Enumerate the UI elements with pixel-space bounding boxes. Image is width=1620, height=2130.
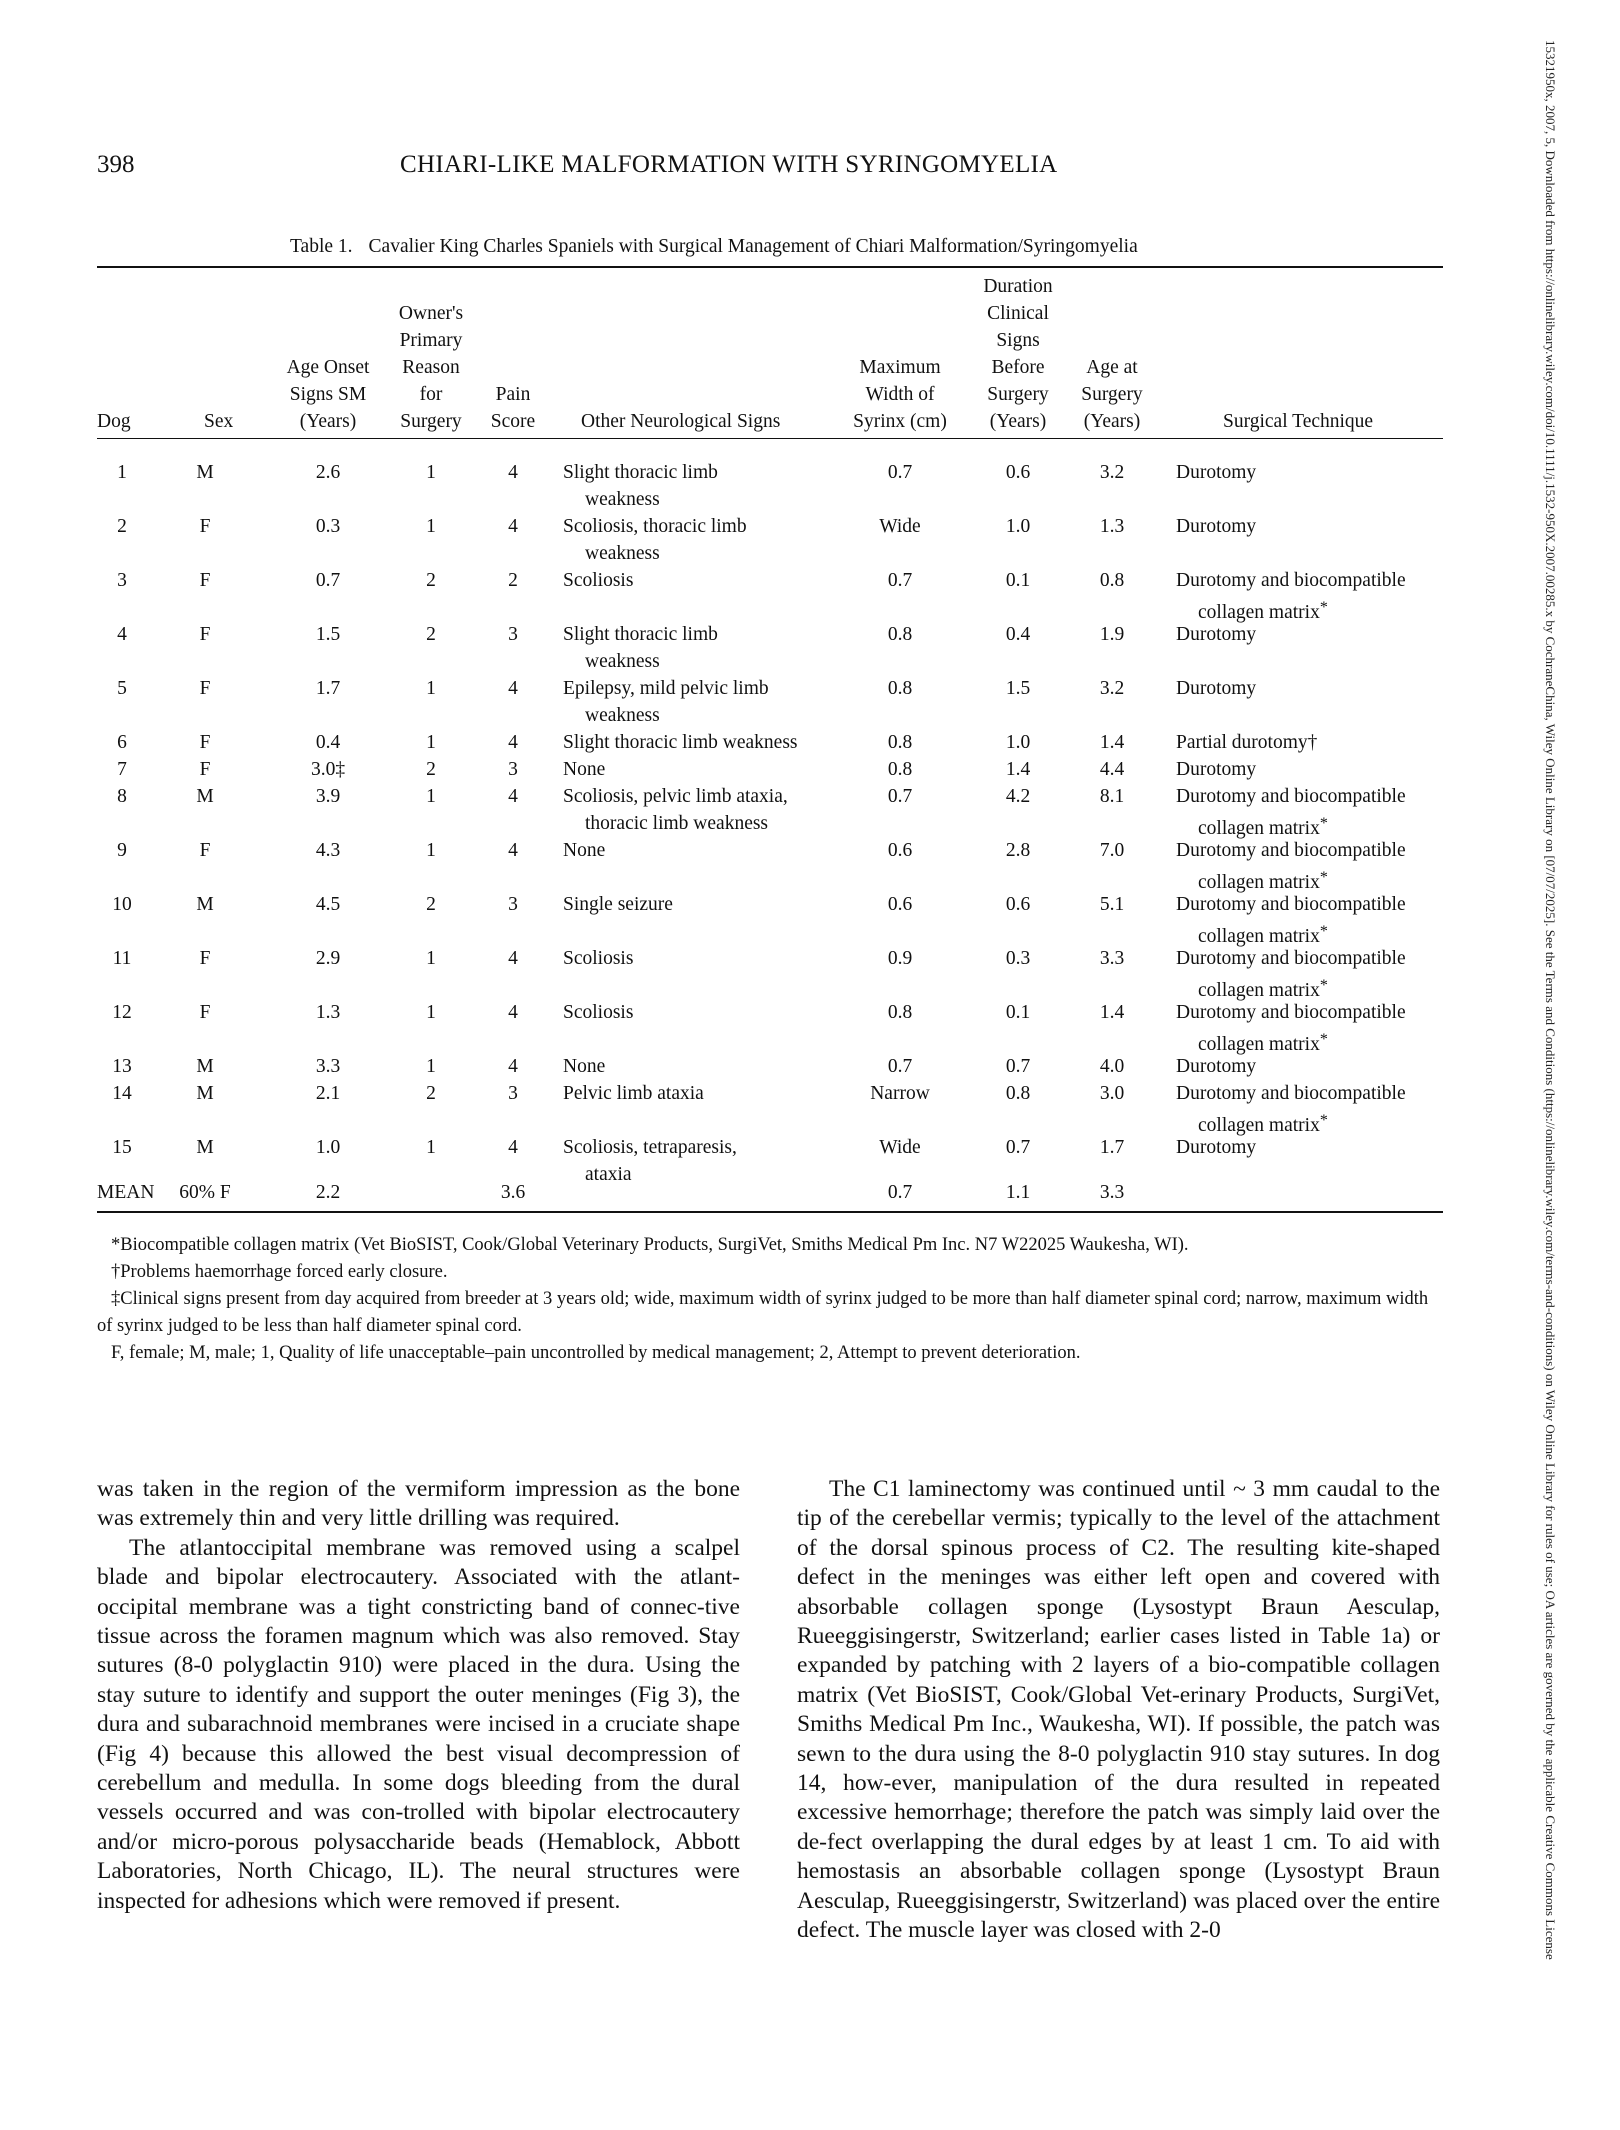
cell-reason: 1 xyxy=(426,462,436,483)
cell-technique-line1: Durotomy xyxy=(1176,1056,1257,1077)
cell-syrinx: Wide xyxy=(879,516,921,537)
cell-age-onset: 2.1 xyxy=(315,1083,341,1104)
paragraph: was taken in the region of the vermiform impression as the bone was extremely thin and very little drilling was required. xyxy=(97,1476,740,1532)
download-notice: 15321950x, 2007, 5, Downloaded from https://onlinelibrary.wiley.com/doi/10.1111/j.1532-950X.2007.00285.x by CochraneChina, Wiley Online Library on [07/07/2025]. See the Terms and Conditions (https://onlinelibrary.wiley.com/terms-and-conditions) on Wiley Online Library for rules of use; OA articles are governed by the applicable Creative Commons License xyxy=(1543,40,1558,1960)
cell-syrinx: 0.7 xyxy=(887,570,913,591)
header-duration-line: Signs xyxy=(996,330,1040,351)
cell-pain: 4 xyxy=(508,1002,518,1023)
cell-neuro xyxy=(563,459,718,513)
cell-dog: 11 xyxy=(112,948,132,969)
cell-reason: 1 xyxy=(426,732,436,753)
cell-age-onset: 0.4 xyxy=(315,732,341,753)
header-reason-line: Reason xyxy=(402,357,460,378)
table-header xyxy=(97,268,1443,438)
cell-sex: F xyxy=(199,1002,211,1023)
cell-syrinx: 0.9 xyxy=(887,948,913,969)
cell-neuro xyxy=(563,756,605,783)
cell-sex: F xyxy=(199,570,211,591)
footnote-marker: * xyxy=(1319,599,1328,616)
cell-technique-line1: Durotomy xyxy=(1176,1137,1257,1158)
cell-mean-syrinx: 0.7 xyxy=(887,1182,913,1203)
cell-neuro xyxy=(563,891,673,918)
header-syrinx-line: Syrinx (cm) xyxy=(853,411,947,432)
cell-dog: 6 xyxy=(117,732,127,753)
footnote-marker: * xyxy=(1319,815,1328,832)
cell-technique xyxy=(1176,1053,1256,1080)
cell-sex: M xyxy=(196,1137,214,1158)
cell-pain: 2 xyxy=(508,570,518,591)
cell-technique-text: collagen matrix xyxy=(1198,818,1320,839)
cell-reason: 1 xyxy=(426,840,436,861)
cell-technique-line1: Durotomy xyxy=(1176,759,1257,780)
cell-pain: 3 xyxy=(508,894,518,915)
header-syrinx-line: Width of xyxy=(865,384,935,405)
cell-reason: 1 xyxy=(426,516,436,537)
cell-neuro xyxy=(563,567,633,594)
cell-neuro xyxy=(563,675,769,729)
header-sex: Sex xyxy=(204,411,234,432)
cell-age-surgery: 5.1 xyxy=(1099,894,1125,915)
header-duration xyxy=(973,273,1063,435)
cell-age-surgery: 8.1 xyxy=(1099,786,1125,807)
cell-reason: 2 xyxy=(426,1083,436,1104)
cell-age-onset: 1.3 xyxy=(315,1002,341,1023)
cell-age-surgery: 1.9 xyxy=(1099,624,1125,645)
header-age-onset xyxy=(268,354,388,435)
cell-sex: F xyxy=(199,678,211,699)
cell-reason: 1 xyxy=(426,1002,436,1023)
paragraph: The atlantoccipital membrane was removed using a scalpel blade and bipolar electrocautery. Associated with the atlant-occipital membrane was a tight constricting band of connec-tive tissue across the foramen magnum which was also removed. Stay sutures (8-0 polyglactin 910) were placed in the dura. Using the stay suture to identify and support the outer meninges (Fig 3), the dura and subarachnoid membranes were incised in a cruciate shape (Fig 4) because this allowed the best visual decompression of cerebellum and medulla. In some dogs bleeding from the dural vessels occurred and was con-trolled with bipolar electrocautery and/or micro-porous polysaccharide beads (Hemablock, Abbott Laboratories, North Chicago, IL). The neural structures were inspected for adhesions which were removed if present. xyxy=(97,1534,740,1914)
cell-reason: 1 xyxy=(426,1056,436,1077)
cell-age-surgery: 4.4 xyxy=(1099,759,1125,780)
data-table xyxy=(97,266,1443,1213)
cell-neuro-line2: weakness xyxy=(585,543,660,564)
cell-neuro-line1: None xyxy=(563,759,606,780)
header-age-surgery-line: Age at xyxy=(1086,357,1138,378)
cell-sex: M xyxy=(196,1083,214,1104)
cell-sex: F xyxy=(199,948,211,969)
cell-mean-age: 3.3 xyxy=(1099,1182,1125,1203)
cell-age-onset: 3.0‡ xyxy=(310,759,346,780)
cell-pain: 4 xyxy=(508,948,518,969)
cell-sex: F xyxy=(199,732,211,753)
cell-technique-line1: Durotomy and biocompatible xyxy=(1176,948,1406,969)
cell-syrinx: 0.8 xyxy=(887,732,913,753)
cell-duration: 0.8 xyxy=(1005,1083,1031,1104)
cell-technique-text: collagen matrix xyxy=(1198,1034,1320,1055)
footnote-marker: * xyxy=(1319,977,1328,994)
cell-age-onset: 0.7 xyxy=(315,570,341,591)
cell-duration: 0.6 xyxy=(1005,462,1031,483)
cell-technique-text: collagen matrix xyxy=(1198,602,1320,623)
cell-technique xyxy=(1176,675,1256,702)
cell-age-surgery: 1.4 xyxy=(1099,732,1125,753)
cell-neuro xyxy=(563,999,633,1026)
cell-mean-onset: 2.2 xyxy=(315,1182,341,1203)
cell-age-onset: 4.5 xyxy=(315,894,341,915)
header-technique: Surgical Technique xyxy=(1223,411,1374,432)
cell-syrinx: Narrow xyxy=(870,1083,930,1104)
cell-technique-line1: Durotomy xyxy=(1176,678,1257,699)
cell-dog: 7 xyxy=(117,759,127,780)
header-duration-line: Surgery xyxy=(987,384,1049,405)
header-reason-line: Owner's xyxy=(398,303,464,324)
table-label: Table 1. xyxy=(290,236,353,257)
cell-reason: 1 xyxy=(426,1137,436,1158)
cell-age-surgery: 0.8 xyxy=(1099,570,1125,591)
cell-mean-sex: 60% F xyxy=(179,1182,231,1203)
cell-age-onset: 0.3 xyxy=(315,516,341,537)
cell-dog: 9 xyxy=(117,840,127,861)
cell-syrinx: 0.8 xyxy=(887,624,913,645)
cell-technique xyxy=(1176,621,1256,648)
cell-duration: 4.2 xyxy=(1005,786,1031,807)
cell-technique xyxy=(1176,729,1317,756)
footnote: F, female; M, male; 1, Quality of life unacceptable–pain uncontrolled by medical management; 2, Attempt to prevent deterioration. xyxy=(111,1343,1081,1363)
cell-dog: 5 xyxy=(117,678,127,699)
cell-duration: 0.1 xyxy=(1005,1002,1031,1023)
cell-neuro xyxy=(563,783,788,837)
header-duration-line: (Years) xyxy=(989,411,1047,432)
cell-reason: 2 xyxy=(426,894,436,915)
cell-duration: 1.5 xyxy=(1005,678,1031,699)
cell-neuro-line1: Scoliosis, tetraparesis, xyxy=(563,1137,737,1158)
cell-pain: 4 xyxy=(508,1137,518,1158)
cell-syrinx: Wide xyxy=(879,1137,921,1158)
cell-technique-line1: Durotomy and biocompatible xyxy=(1176,1083,1406,1104)
cell-technique-line1: Durotomy and biocompatible xyxy=(1176,786,1406,807)
cell-mean-duration: 1.1 xyxy=(1005,1182,1031,1203)
footnote: ‡Clinical signs present from day acquired from breeder at 3 years old; wide, maximum width of syrinx judged to be more than half diameter spinal cord; narrow, maximum width of syrinx judged to be less than half diameter spinal cord. xyxy=(97,1289,1429,1336)
cell-neuro-line1: Pelvic limb ataxia xyxy=(563,1083,704,1104)
body-column-right xyxy=(797,1475,1440,1946)
cell-technique xyxy=(1176,891,1406,950)
cell-age-surgery: 3.0 xyxy=(1099,1083,1125,1104)
footnote-marker: * xyxy=(1319,1112,1328,1129)
cell-age-onset: 3.9 xyxy=(315,786,341,807)
cell-neuro xyxy=(563,1080,704,1107)
cell-reason: 2 xyxy=(426,759,436,780)
cell-syrinx: 0.8 xyxy=(887,1002,913,1023)
header-pain-line: Pain xyxy=(495,384,531,405)
cell-sex: F xyxy=(199,624,211,645)
cell-pain: 3 xyxy=(508,624,518,645)
cell-duration: 0.6 xyxy=(1005,894,1031,915)
cell-age-surgery: 7.0 xyxy=(1099,840,1125,861)
cell-neuro-line2: weakness xyxy=(585,651,660,672)
cell-age-onset: 1.5 xyxy=(315,624,341,645)
cell-age-surgery: 3.2 xyxy=(1099,462,1125,483)
cell-technique-text: collagen matrix xyxy=(1198,980,1320,1001)
cell-age-onset: 2.9 xyxy=(315,948,341,969)
cell-age-surgery: 4.0 xyxy=(1099,1056,1125,1077)
cell-syrinx: 0.7 xyxy=(887,1056,913,1077)
cell-technique xyxy=(1176,567,1406,626)
cell-technique-line1: Durotomy xyxy=(1176,624,1257,645)
cell-neuro xyxy=(563,729,798,756)
cell-age-onset: 3.3 xyxy=(315,1056,341,1077)
cell-neuro-line2: weakness xyxy=(585,705,660,726)
cell-pain: 4 xyxy=(508,1056,518,1077)
cell-neuro-line1: Scoliosis, pelvic limb ataxia, xyxy=(563,786,788,807)
header-syrinx xyxy=(842,354,958,435)
cell-neuro-line1: Scoliosis xyxy=(563,948,634,969)
cell-technique-line1: Durotomy and biocompatible xyxy=(1176,840,1406,861)
cell-neuro-line1: None xyxy=(563,840,606,861)
header-neuro: Other Neurological Signs xyxy=(581,411,781,432)
cell-technique-line1: Durotomy and biocompatible xyxy=(1176,894,1406,915)
cell-pain: 4 xyxy=(508,840,518,861)
header-age-onset-line: Signs SM xyxy=(289,384,367,405)
header-pain-line: Score xyxy=(490,411,536,432)
cell-duration: 0.1 xyxy=(1005,570,1031,591)
cell-duration: 0.7 xyxy=(1005,1056,1031,1077)
header-age-onset-line: Age Onset xyxy=(286,357,370,378)
cell-dog: 8 xyxy=(117,786,127,807)
header-age-onset-line: (Years) xyxy=(299,411,357,432)
cell-technique xyxy=(1176,513,1256,540)
table-caption xyxy=(290,236,1138,258)
cell-technique xyxy=(1176,1080,1406,1139)
cell-syrinx: 0.8 xyxy=(887,759,913,780)
cell-dog: 1 xyxy=(117,462,127,483)
cell-pain: 3 xyxy=(508,1083,518,1104)
table-footnotes xyxy=(97,1232,1443,1367)
header-reason-line: Primary xyxy=(399,330,463,351)
cell-syrinx: 0.6 xyxy=(887,894,913,915)
cell-technique-text: collagen matrix xyxy=(1198,926,1320,947)
cell-technique xyxy=(1176,999,1406,1058)
body-column-left xyxy=(97,1475,740,1916)
cell-technique xyxy=(1176,783,1406,842)
cell-dog: 2 xyxy=(117,516,127,537)
header-duration-line: Before xyxy=(991,357,1045,378)
cell-pain: 4 xyxy=(508,516,518,537)
cell-syrinx: 0.7 xyxy=(887,786,913,807)
cell-age-surgery: 1.7 xyxy=(1099,1137,1125,1158)
footnote: *Biocompatible collagen matrix (Vet BioSIST, Cook/Global Veterinary Products, SurgiVet, Smiths Medical Pm Inc. N7 W22025 Waukesha, WI). xyxy=(111,1235,1189,1255)
header-reason xyxy=(385,300,477,435)
cell-reason: 1 xyxy=(426,786,436,807)
cell-neuro-line1: Scoliosis xyxy=(563,570,634,591)
footnote-marker: * xyxy=(1319,923,1328,940)
header-age-surgery xyxy=(1072,354,1152,435)
page-number: 398 xyxy=(97,151,135,178)
cell-dog: 15 xyxy=(112,1137,132,1158)
cell-technique-line1: Durotomy xyxy=(1176,516,1257,537)
cell-dog: 3 xyxy=(117,570,127,591)
cell-neuro-line2: thoracic limb weakness xyxy=(585,813,769,834)
cell-technique xyxy=(1176,459,1256,486)
cell-age-onset: 1.0 xyxy=(315,1137,341,1158)
cell-technique xyxy=(1176,1134,1256,1161)
cell-technique xyxy=(1176,837,1406,896)
cell-duration: 1.0 xyxy=(1005,732,1031,753)
cell-dog: 14 xyxy=(112,1083,132,1104)
header-reason-line: Surgery xyxy=(400,411,462,432)
cell-technique-line1: Durotomy xyxy=(1176,462,1257,483)
cell-technique xyxy=(1176,756,1256,783)
cell-duration: 0.4 xyxy=(1005,624,1031,645)
cell-age-surgery: 1.4 xyxy=(1099,1002,1125,1023)
cell-duration: 0.3 xyxy=(1005,948,1031,969)
cell-pain: 4 xyxy=(508,786,518,807)
cell-age-onset: 2.6 xyxy=(315,462,341,483)
cell-neuro-line1: Slight thoracic limb xyxy=(563,624,718,645)
cell-dog: 4 xyxy=(117,624,127,645)
cell-pain: 4 xyxy=(508,462,518,483)
cell-neuro-line1: Slight thoracic limb xyxy=(563,462,718,483)
cell-pain: 4 xyxy=(508,732,518,753)
header-reason-line: for xyxy=(419,384,443,405)
cell-duration: 1.4 xyxy=(1005,759,1031,780)
cell-technique-text: collagen matrix xyxy=(1198,1115,1320,1136)
cell-syrinx: 0.8 xyxy=(887,678,913,699)
cell-reason: 1 xyxy=(426,948,436,969)
cell-neuro-line1: Epilepsy, mild pelvic limb xyxy=(563,678,769,699)
cell-pain: 3 xyxy=(508,759,518,780)
cell-sex: F xyxy=(199,759,211,780)
header-dog: Dog xyxy=(97,411,131,432)
cell-dog: 10 xyxy=(112,894,132,915)
table-bottom-rule xyxy=(97,1211,1443,1213)
header-age-surgery-line: Surgery xyxy=(1081,384,1143,405)
footnote: †Problems haemorrhage forced early closure. xyxy=(111,1262,448,1282)
cell-duration: 0.7 xyxy=(1005,1137,1031,1158)
cell-technique-line1: Partial durotomy† xyxy=(1176,732,1318,753)
cell-mean-label: MEAN xyxy=(97,1182,155,1203)
cell-duration: 2.8 xyxy=(1005,840,1031,861)
footnote-marker: * xyxy=(1319,869,1328,886)
cell-age-onset: 1.7 xyxy=(315,678,341,699)
table-body xyxy=(97,439,1443,1211)
cell-age-surgery: 3.3 xyxy=(1099,948,1125,969)
cell-age-onset: 4.3 xyxy=(315,840,341,861)
cell-technique xyxy=(1176,945,1406,1004)
cell-mean-pain: 3.6 xyxy=(500,1182,526,1203)
cell-neuro-line1: Scoliosis xyxy=(563,1002,634,1023)
cell-syrinx: 0.6 xyxy=(887,840,913,861)
cell-neuro xyxy=(563,621,718,675)
cell-neuro xyxy=(563,1134,737,1188)
cell-age-surgery: 3.2 xyxy=(1099,678,1125,699)
cell-age-surgery: 1.3 xyxy=(1099,516,1125,537)
cell-sex: M xyxy=(196,462,214,483)
cell-reason: 2 xyxy=(426,624,436,645)
cell-neuro-line1: None xyxy=(563,1056,606,1077)
header-age-surgery-line: (Years) xyxy=(1083,411,1141,432)
cell-reason: 2 xyxy=(426,570,436,591)
cell-sex: M xyxy=(196,786,214,807)
cell-syrinx: 0.7 xyxy=(887,462,913,483)
footnote-marker: * xyxy=(1319,1031,1328,1048)
header-pain xyxy=(481,381,545,435)
cell-neuro xyxy=(563,1053,605,1080)
header-duration-line: Clinical xyxy=(987,303,1049,324)
cell-neuro xyxy=(563,945,633,972)
cell-reason: 1 xyxy=(426,678,436,699)
cell-neuro-line1: Single seizure xyxy=(563,894,673,915)
header-syrinx-line: Maximum xyxy=(859,357,941,378)
cell-neuro-line2: weakness xyxy=(585,489,660,510)
table-title: Cavalier King Charles Spaniels with Surgical Management of Chiari Malformation/Syringomyelia xyxy=(368,236,1138,257)
cell-dog: 12 xyxy=(112,1002,132,1023)
cell-technique-line1: Durotomy and biocompatible xyxy=(1176,570,1406,591)
paragraph: The C1 laminectomy was continued until ~ 3 mm caudal to the tip of the cerebellar vermis; typically to the level of the attachment of the dorsal spinous process of C2. The resulting kite-shaped defect in the meninges was either left open and covered with absorbable collagen sponge (Lysostypt Braun Aesculap, Rueeggisingerstr, Switzerland; earlier cases listed in Table 1a) or expanded by patching with 2 layers of a bio-compatible collagen matrix (Vet BioSIST, Cook/Global Vet-erinary Products, SurgiVet, Smiths Medical Pm Inc., Waukesha, WI). If possible, the patch was sewn to the dura using the 8-0 polyglactin 910 stay sutures. In dog 14, how-ever, manipulation of the dura resulted in repeated excessive hemorrhage; therefore the patch was simply laid over the de-fect overlapping the dural edges by at least 1 cm. To aid with hemostasis an absorbable collagen sponge (Lysostypt Braun Aesculap, Rueeggisingerstr, Switzerland) was placed over the entire defect. The muscle layer was closed with 2-0 xyxy=(797,1476,1440,1944)
cell-neuro-line2: ataxia xyxy=(585,1164,632,1185)
cell-sex: M xyxy=(196,1056,214,1077)
running-head: CHIARI-LIKE MALFORMATION WITH SYRINGOMYELIA xyxy=(400,151,1058,178)
cell-technique-line1: Durotomy and biocompatible xyxy=(1176,1002,1406,1023)
cell-sex: M xyxy=(196,894,214,915)
cell-neuro xyxy=(563,837,605,864)
cell-neuro-line1: Slight thoracic limb weakness xyxy=(563,732,798,753)
cell-sex: F xyxy=(199,840,211,861)
cell-duration: 1.0 xyxy=(1005,516,1031,537)
header-duration-line: Duration xyxy=(983,276,1053,297)
cell-sex: F xyxy=(199,516,211,537)
cell-neuro-line1: Scoliosis, thoracic limb xyxy=(563,516,747,537)
cell-pain: 4 xyxy=(508,678,518,699)
cell-neuro xyxy=(563,513,747,567)
cell-dog: 13 xyxy=(112,1056,132,1077)
cell-technique-text: collagen matrix xyxy=(1198,872,1320,893)
